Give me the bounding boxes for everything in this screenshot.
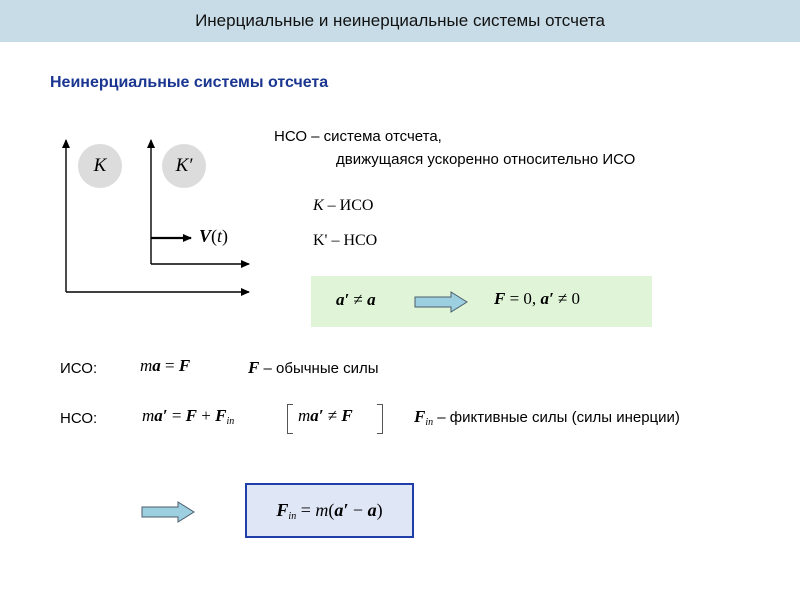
nso-in-sub: in bbox=[226, 416, 235, 427]
legend-k-symbol: K bbox=[313, 197, 324, 214]
nso-eq: = bbox=[167, 406, 186, 425]
iso-equation bbox=[140, 356, 190, 376]
nso-desc-sub: in bbox=[425, 417, 434, 428]
iso-description bbox=[248, 358, 379, 378]
implies-arrow-icon bbox=[413, 290, 469, 314]
formula-a-prime-2: a′ bbox=[540, 289, 554, 308]
iso-desc-F: F bbox=[248, 358, 260, 377]
nso-label: НСО: bbox=[60, 410, 98, 427]
result-a-prime: a′ bbox=[334, 499, 349, 520]
result-F: F bbox=[276, 499, 289, 520]
formula-neq-zero: ≠ 0 bbox=[553, 289, 581, 308]
nso-desc-text: – фиктивные силы (силы инерции) bbox=[433, 409, 680, 426]
result-sub: in bbox=[288, 510, 297, 522]
nso-a-prime: a′ bbox=[154, 406, 168, 425]
result-close: ) bbox=[376, 499, 383, 520]
legend-kprime bbox=[313, 232, 377, 250]
result-a: a bbox=[367, 499, 377, 520]
definition-line-2: движущаяся ускоренно относительно ИСО bbox=[336, 151, 636, 168]
nso-description bbox=[414, 407, 680, 428]
iso-eq: = bbox=[160, 356, 179, 375]
title-bar bbox=[0, 0, 800, 42]
left-bracket bbox=[287, 404, 293, 434]
accel-neq-formula bbox=[336, 290, 376, 310]
right-bracket bbox=[377, 404, 383, 434]
nso-bracket-formula bbox=[298, 406, 353, 426]
section-subtitle: Неинерциальные системы отсчета bbox=[50, 74, 329, 91]
formula-a: a bbox=[367, 290, 376, 309]
velocity-label: V(t) bbox=[199, 226, 229, 246]
legend-k bbox=[313, 197, 373, 215]
formula-F: F bbox=[494, 289, 506, 308]
frame-kprime-circle bbox=[162, 144, 206, 188]
formula-eq-zero: = 0, bbox=[505, 289, 541, 308]
nso-equation bbox=[142, 406, 234, 427]
velocity-symbol: V bbox=[199, 226, 212, 246]
legend-kprime-text: – НСО bbox=[327, 232, 378, 249]
inertial-force-result-box bbox=[245, 483, 414, 538]
formula-neq: ≠ bbox=[349, 290, 368, 309]
nso-desc-F: F bbox=[414, 407, 426, 426]
formula-a-prime: a′ bbox=[336, 290, 350, 309]
nso-m: m bbox=[142, 406, 155, 425]
result-minus: − bbox=[348, 499, 368, 520]
frame-k-circle bbox=[78, 144, 122, 188]
nso-Fin: F bbox=[215, 406, 227, 425]
iso-a: a bbox=[152, 356, 161, 375]
slide-title: Инерциальные и неинерциальные системы отсчета bbox=[195, 11, 605, 30]
velocity-arg: t bbox=[217, 226, 223, 246]
legend-k-text: – ИСО bbox=[323, 197, 374, 214]
bracket-F: F bbox=[341, 406, 353, 425]
iso-m: m bbox=[140, 356, 153, 375]
definition-line-1: НСО – система отсчета, bbox=[274, 128, 442, 145]
bracket-m: m bbox=[298, 406, 311, 425]
bracket-neq: ≠ bbox=[323, 406, 342, 425]
iso-desc-text: – обычные силы bbox=[259, 360, 379, 377]
inertial-force-formula bbox=[276, 500, 382, 522]
force-zero-formula bbox=[494, 289, 580, 309]
nso-F: F bbox=[185, 406, 197, 425]
bracket-a-prime: a′ bbox=[310, 406, 324, 425]
frame-kprime-label: K′ bbox=[175, 155, 193, 176]
result-open: ( bbox=[328, 499, 335, 520]
legend-kprime-symbol: K' bbox=[313, 232, 328, 249]
iso-label: ИСО: bbox=[60, 360, 98, 377]
frame-k-label: K bbox=[93, 155, 107, 176]
iso-F: F bbox=[178, 356, 191, 375]
result-arrow-icon bbox=[140, 500, 196, 524]
result-m: m bbox=[315, 499, 329, 520]
nso-plus: + bbox=[197, 406, 216, 425]
result-eq: = bbox=[296, 499, 316, 520]
